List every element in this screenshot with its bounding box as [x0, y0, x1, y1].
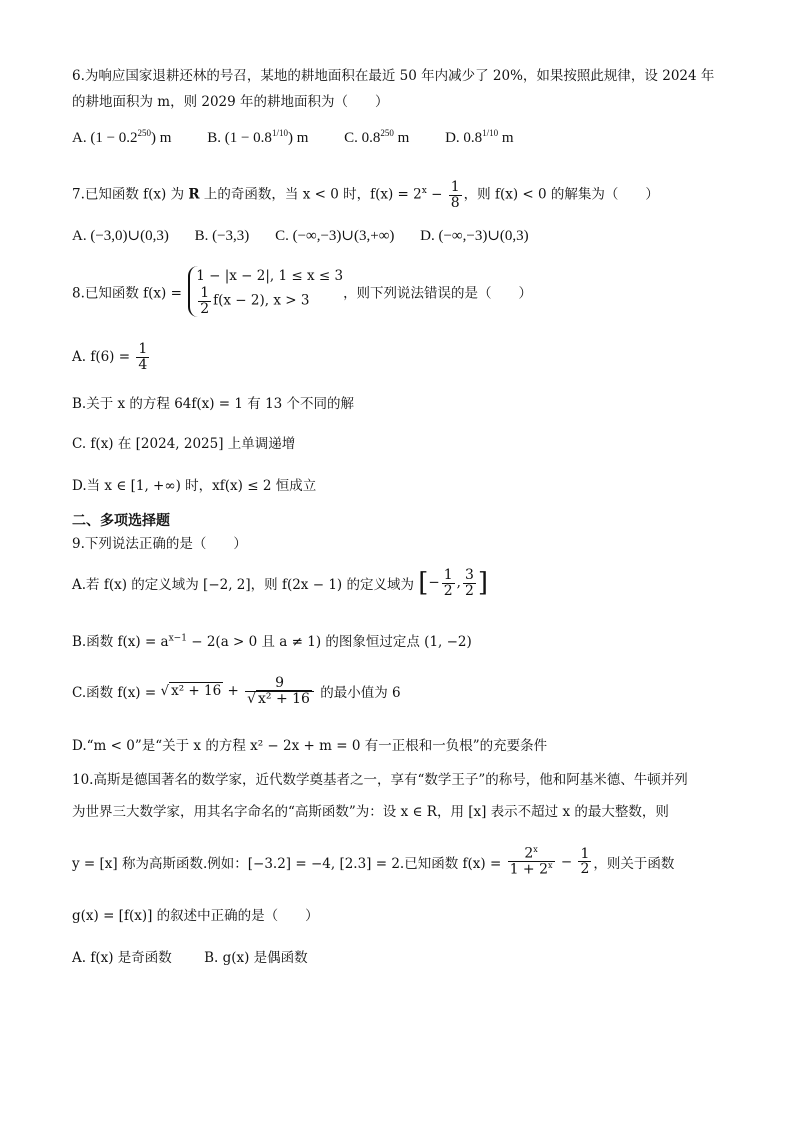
q10-option-b: B. g(x) 是偶函数 [204, 950, 308, 966]
q10-options [72, 946, 308, 966]
q10-stem-line1: 10.高斯是德国著名的数学家，近代数学奠基者之一，享有“数学王子”的称号，他和阿基米德、牛顿并列 [72, 772, 688, 788]
q8-option-d: D.当 x ∈ [1, +∞) 时，xf(x) ≤ 2 恒成立 [72, 478, 317, 494]
q10-stem-line4: g(x) = [f(x)] 的叙述中正确的是（ ） [72, 908, 319, 924]
q8-option-c: C. f(x) 在 [2024, 2025] 上单调递增 [72, 436, 296, 452]
q8-piecewise: 1 − |x − 2|, 1 ≤ x ≤ 3 $\frac{1}{2}$ f(x − 2), x > 3 [188, 266, 343, 317]
q7-option-d: D. (−∞,−3)∪(0,3) [420, 228, 529, 244]
q8-option-a: A. f(6) = $\frac{1}{4}$ [72, 341, 148, 373]
q6-stem-line2: 的耕地面积为 m，则 2029 年的耕地面积为（ ） [72, 94, 389, 110]
q8-stem: 8.已知函数 f(x) = 1 − |x − 2|, 1 ≤ x ≤ 3 $\frac{1}{2}$ f(x − 2), x > 3 ，则下列说法错误的是（ ） [72, 268, 533, 317]
q6-option-d: D. $0.8^{1/10}$ m [445, 128, 514, 146]
q6-stem-line1: 6.为响应国家退耕还林的号召，某地的耕地面积在最近 50 年内减少了 20%，如果按照此规律，设 2024 年 [72, 68, 715, 84]
q10-stem-line3: y = [x] 称为高斯函数.例如：[−3.2] = −4, [2.3] = 2.已知函数 f(x) = $\frac{2^x}{1 + 2^x}$ − $\frac{1}{2}$ ，则关于函数 [72, 845, 675, 878]
section-title-multiple-choice: 二、多项选择题 [72, 513, 170, 529]
q7-option-a: A. (−3,0)∪(0,3) [72, 228, 169, 244]
q9-option-b: B.函数 $f(x) = a^{x-1} - 2(a > 0$ 且 a ≠ 1) 的图象恒过定点 (1, −2) [72, 633, 472, 650]
q9-option-d: D.“m < 0”是“关于 x 的方程 x² − 2x + m = 0 有一正根和一负根”的充要条件 [72, 738, 548, 754]
q6-option-c: C. $0.8^{250}$ m [344, 128, 410, 146]
q8-option-b: B.关于 x 的方程 64f(x) = 1 有 13 个不同的解 [72, 396, 355, 412]
q6-option-a: A. $(1 - 0.2^{250})$ m [72, 128, 172, 146]
q7-option-c: C. (−∞,−3)∪(3,+∞) [275, 228, 395, 244]
q9-option-a: A.若 f(x) 的定义域为 [−2, 2]，则 f(2x − 1) 的定义域为 [− $\frac{1}{2}$ , $\frac{3}{2}$ ] [72, 567, 489, 599]
q9-stem: 9.下列说法正确的是（ ） [72, 536, 247, 552]
q10-stem-line2: 为世界三大数学家，用其名字命名的“高斯函数”为：设 x ∈ R，用 [x] 表示不超过 x 的最大整数，则 [72, 804, 669, 820]
q6-options [72, 128, 514, 147]
q7-stem: 7.已知函数 f(x) 为 R 上的奇函数，当 x < 0 时，$f(x) = 2^x$ − $\frac{1}{8}$ ，则 f(x) < 0 的解集为（ ） [72, 179, 659, 211]
q7-options [72, 226, 529, 245]
q7-option-b: B. (−3,3) [194, 228, 250, 244]
q10-option-a: A. f(x) 是奇函数 [72, 950, 172, 966]
q9-option-c: C.函数 f(x) = √ x² + 16 + $\frac{9}{\text{√ x² + 16}}$ 的最小值为 6 [72, 675, 401, 707]
q6-option-b: B. $(1 - 0.8^{1/10})$ m [207, 128, 309, 146]
